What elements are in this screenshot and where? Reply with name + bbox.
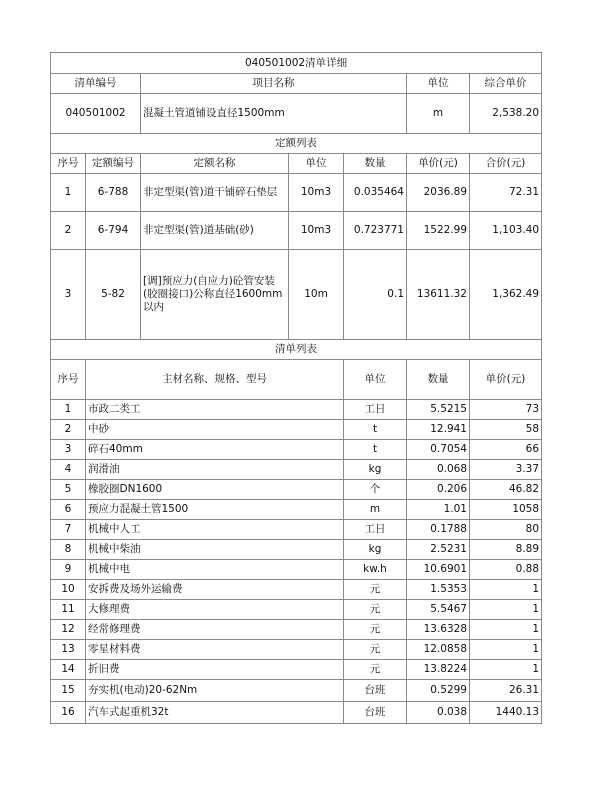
- bill-row: [51, 94, 542, 134]
- material-seq: 2: [51, 420, 86, 440]
- material-name: 机械中人工: [86, 520, 344, 540]
- table-title: 040501002清单详细: [51, 53, 542, 74]
- material-unit: 元: [344, 620, 407, 640]
- quota-name: 非定型渠(管)道干铺碎石垫层: [141, 174, 289, 212]
- material-unit: 元: [344, 580, 407, 600]
- bill-name: 混凝土管道铺设直径1500mm: [141, 94, 407, 134]
- material-qty: 5.5215: [407, 400, 470, 420]
- material-qty-header: 数量: [407, 360, 470, 400]
- material-unit: 台班: [344, 702, 407, 724]
- quota-unit: 10m: [289, 250, 344, 340]
- material-qty: 0.7054: [407, 440, 470, 460]
- bill-code-header: 清单编号: [51, 74, 141, 94]
- material-qty: 0.068: [407, 460, 470, 480]
- quota-section-row: [51, 134, 542, 154]
- quota-code: 6-794: [86, 212, 141, 250]
- material-price: 3.37: [470, 460, 542, 480]
- material-price: 26.31: [470, 680, 542, 702]
- material-seq: 3: [51, 440, 86, 460]
- material-qty: 1.5353: [407, 580, 470, 600]
- material-unit: 工日: [344, 520, 407, 540]
- material-name: 橡胶圈DN1600: [86, 480, 344, 500]
- material-row: [51, 600, 542, 620]
- material-name: 大修理费: [86, 600, 344, 620]
- material-price: 46.82: [470, 480, 542, 500]
- material-unit: 元: [344, 660, 407, 680]
- material-row: [51, 520, 542, 540]
- quota-qty: 0.035464: [344, 174, 407, 212]
- material-qty: 12.941: [407, 420, 470, 440]
- material-name: 机械中电: [86, 560, 344, 580]
- material-price: 80: [470, 520, 542, 540]
- material-price-header: 单价(元): [470, 360, 542, 400]
- material-unit: 工日: [344, 400, 407, 420]
- bill-header-row: [51, 74, 542, 94]
- material-unit: kw.h: [344, 560, 407, 580]
- quota-row: [51, 174, 542, 212]
- material-price: 1: [470, 640, 542, 660]
- material-header-row: [51, 360, 542, 400]
- material-qty: 1.01: [407, 500, 470, 520]
- material-row: [51, 560, 542, 580]
- material-qty: 0.206: [407, 480, 470, 500]
- material-unit-header: 单位: [344, 360, 407, 400]
- material-price: 1058: [470, 500, 542, 520]
- material-seq: 14: [51, 660, 86, 680]
- material-unit: t: [344, 420, 407, 440]
- material-qty: 0.5299: [407, 680, 470, 702]
- bill-detail-table: [50, 52, 542, 724]
- material-name: 润滑油: [86, 460, 344, 480]
- material-seq: 16: [51, 702, 86, 724]
- quota-row: [51, 250, 542, 340]
- material-unit: kg: [344, 540, 407, 560]
- material-qty: 5.5467: [407, 600, 470, 620]
- material-seq: 12: [51, 620, 86, 640]
- quota-price: 1522.99: [407, 212, 470, 250]
- material-name: 零星材料费: [86, 640, 344, 660]
- material-section-title: 清单列表: [51, 340, 542, 360]
- quota-price: 13611.32: [407, 250, 470, 340]
- material-name: 折旧费: [86, 660, 344, 680]
- material-unit: 元: [344, 640, 407, 660]
- material-seq: 4: [51, 460, 86, 480]
- quota-name: 非定型渠(管)道基础(砂): [141, 212, 289, 250]
- material-row: [51, 680, 542, 702]
- material-row: [51, 702, 542, 724]
- material-qty: 13.8224: [407, 660, 470, 680]
- material-name: 机械中柴油: [86, 540, 344, 560]
- material-seq: 6: [51, 500, 86, 520]
- material-row: [51, 400, 542, 420]
- bill-name-header: 项目名称: [141, 74, 407, 94]
- material-name: 汽车式起重机32t: [86, 702, 344, 724]
- quota-qty-header: 数量: [344, 154, 407, 174]
- material-name: 中砂: [86, 420, 344, 440]
- material-price: 1: [470, 580, 542, 600]
- quota-total: 1,362.49: [470, 250, 542, 340]
- material-seq: 7: [51, 520, 86, 540]
- material-seq: 5: [51, 480, 86, 500]
- quota-qty: 0.723771: [344, 212, 407, 250]
- material-unit: t: [344, 440, 407, 460]
- material-unit: 个: [344, 480, 407, 500]
- bill-unit: m: [407, 94, 470, 134]
- quota-unit: 10m3: [289, 212, 344, 250]
- material-row: [51, 440, 542, 460]
- material-qty: 10.6901: [407, 560, 470, 580]
- quota-total-header: 合价(元): [470, 154, 542, 174]
- quota-price-header: 单价(元): [407, 154, 470, 174]
- material-row: [51, 480, 542, 500]
- quota-price: 2036.89: [407, 174, 470, 212]
- material-unit: 元: [344, 600, 407, 620]
- material-price: 1: [470, 600, 542, 620]
- material-row: [51, 660, 542, 680]
- material-seq: 10: [51, 580, 86, 600]
- quota-seq: 3: [51, 250, 86, 340]
- quota-name: [调]预应力(自应力)砼管安装(胶圈接口)公称直径1600mm以内: [141, 250, 289, 340]
- bill-code: 040501002: [51, 94, 141, 134]
- quota-qty: 0.1: [344, 250, 407, 340]
- quota-unit-header: 单位: [289, 154, 344, 174]
- quota-seq: 2: [51, 212, 86, 250]
- quota-seq-header: 序号: [51, 154, 86, 174]
- material-row: [51, 460, 542, 480]
- material-row: [51, 500, 542, 520]
- bill-price-header: 综合单价: [470, 74, 542, 94]
- material-price: 73: [470, 400, 542, 420]
- title-row: [51, 53, 542, 74]
- material-price: 58: [470, 420, 542, 440]
- quota-total: 1,103.40: [470, 212, 542, 250]
- material-row: [51, 420, 542, 440]
- material-seq-header: 序号: [51, 360, 86, 400]
- quota-code-header: 定额编号: [86, 154, 141, 174]
- material-seq: 8: [51, 540, 86, 560]
- material-name: 市政二类工: [86, 400, 344, 420]
- material-qty: 0.038: [407, 702, 470, 724]
- material-price: 1440.13: [470, 702, 542, 724]
- material-row: [51, 640, 542, 660]
- material-name: 夯实机(电动)20-62Nm: [86, 680, 344, 702]
- quota-code: 5-82: [86, 250, 141, 340]
- quota-code: 6-788: [86, 174, 141, 212]
- material-section-row: [51, 340, 542, 360]
- material-qty: 0.1788: [407, 520, 470, 540]
- quota-section-title: 定额列表: [51, 134, 542, 154]
- material-name: 预应力混凝土管1500: [86, 500, 344, 520]
- material-unit: 台班: [344, 680, 407, 702]
- material-seq: 9: [51, 560, 86, 580]
- material-price: 1: [470, 660, 542, 680]
- material-name-header: 主材名称、规格、型号: [86, 360, 344, 400]
- material-name: 经常修理费: [86, 620, 344, 640]
- material-unit: m: [344, 500, 407, 520]
- material-price: 0.88: [470, 560, 542, 580]
- material-seq: 11: [51, 600, 86, 620]
- material-row: [51, 620, 542, 640]
- material-seq: 13: [51, 640, 86, 660]
- material-name: 安拆费及场外运输费: [86, 580, 344, 600]
- material-seq: 1: [51, 400, 86, 420]
- material-price: 66: [470, 440, 542, 460]
- material-price: 8.89: [470, 540, 542, 560]
- material-seq: 15: [51, 680, 86, 702]
- material-row: [51, 540, 542, 560]
- bill-unit-header: 单位: [407, 74, 470, 94]
- bill-price: 2,538.20: [470, 94, 542, 134]
- material-qty: 2.5231: [407, 540, 470, 560]
- material-qty: 12.0858: [407, 640, 470, 660]
- quota-row: [51, 212, 542, 250]
- quota-header-row: [51, 154, 542, 174]
- material-unit: kg: [344, 460, 407, 480]
- quota-unit: 10m3: [289, 174, 344, 212]
- material-price: 1: [470, 620, 542, 640]
- material-qty: 13.6328: [407, 620, 470, 640]
- quota-total: 72.31: [470, 174, 542, 212]
- material-row: [51, 580, 542, 600]
- quota-name-header: 定额名称: [141, 154, 289, 174]
- material-name: 碎石40mm: [86, 440, 344, 460]
- quota-seq: 1: [51, 174, 86, 212]
